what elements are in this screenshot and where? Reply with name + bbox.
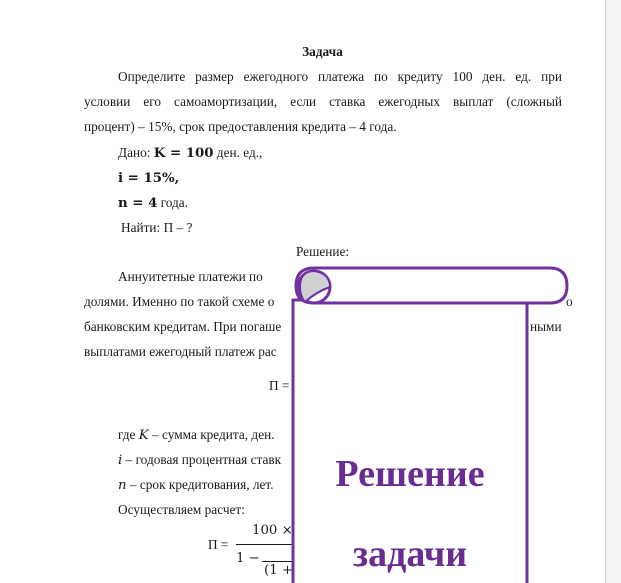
document-title: Задача <box>302 44 343 59</box>
where-i-var: i <box>118 453 123 468</box>
para-line-1: Аннуитетные платежи по <box>118 269 263 284</box>
problem-line-3: процент) – 15%, срок предоставления кредита – 4 года. <box>84 119 397 134</box>
where-n-var: n <box>118 478 127 493</box>
where-k-text: – сумма кредита, ден. <box>148 427 275 442</box>
calc-numerator: 100 × <box>252 523 293 538</box>
given-k-math: K = 100 <box>153 146 214 161</box>
scroll-title-line-1: Решение <box>335 453 485 495</box>
para-line-4: выплатами ежегодный платеж рас <box>84 344 277 359</box>
calc-p: П = <box>208 537 229 552</box>
scroll-top-roll <box>296 268 567 303</box>
where-prefix: где <box>118 427 139 442</box>
scroll-title-line-2: задачи <box>352 533 468 575</box>
where-i-text: – годовая процентная ставк <box>122 452 282 467</box>
solution-heading: Решение: <box>295 244 350 259</box>
para-line-3-end: ными <box>530 319 562 334</box>
given-k-unit: ден. ед., <box>213 145 263 160</box>
given-n-math: n = 4 <box>118 196 158 211</box>
para-line-2-end: о <box>566 294 573 309</box>
formula-p: П = <box>269 378 290 393</box>
find-line: Найти: П – ? <box>121 220 193 235</box>
calc-denominator-inner: (1 + <box>264 563 294 578</box>
where-k-var: K <box>138 428 149 443</box>
para-line-3: банковским кредитам. При погаше <box>84 319 282 334</box>
given-i-math: i = 15%, <box>118 171 180 186</box>
para-line-2: долями. Именно по такой схеме о <box>84 294 275 309</box>
where-n-text: – срок кредитования, лет. <box>126 477 274 492</box>
given-label: Дано: <box>118 145 154 160</box>
calc-line: Осуществляем расчет: <box>118 502 245 517</box>
problem-line-2: условии его самоамортизации, если ставка ежегодных выплат (сложный <box>84 94 562 109</box>
given-n-unit: года. <box>157 195 189 210</box>
calc-denominator: 1 − <box>236 551 260 566</box>
problem-line-1: Определите размер ежегодного платежа по кредиту 100 ден. ед. при <box>118 69 562 84</box>
